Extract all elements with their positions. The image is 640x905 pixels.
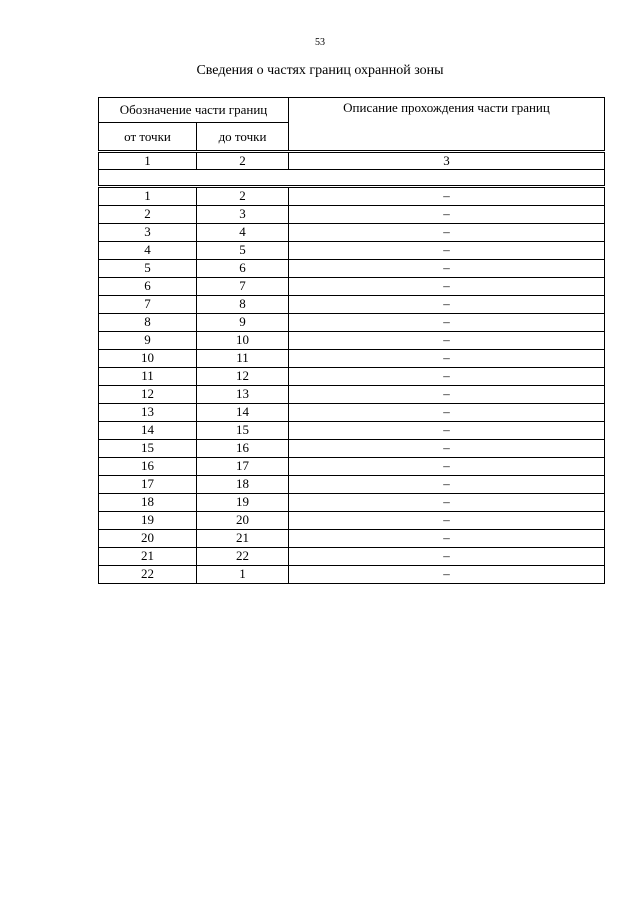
description-cell: – [289, 368, 605, 386]
table-row [99, 386, 605, 404]
to-point-cell: 20 [197, 512, 289, 530]
blank-row [99, 170, 605, 186]
from-point-cell: 19 [99, 512, 197, 530]
page-title: Сведения о частях границ охранной зоны [196, 63, 444, 78]
table-row [99, 296, 605, 314]
from-point-cell: 15 [99, 440, 197, 458]
table-row [99, 512, 605, 530]
from-point-cell: 3 [99, 224, 197, 242]
description-cell: – [289, 494, 605, 512]
from-point-cell: 12 [99, 386, 197, 404]
description-cell: – [289, 224, 605, 242]
to-point-cell: 18 [197, 476, 289, 494]
table-row [99, 278, 605, 296]
to-point-cell: 4 [197, 224, 289, 242]
from-point-cell: 16 [99, 458, 197, 476]
to-point-cell: 15 [197, 422, 289, 440]
table-row [99, 224, 605, 242]
description-cell: – [289, 350, 605, 368]
table-row [99, 242, 605, 260]
from-point-cell: 18 [99, 494, 197, 512]
description-cell: – [289, 422, 605, 440]
description-cell: – [289, 512, 605, 530]
to-point-cell: 10 [197, 332, 289, 350]
to-point-cell: 17 [197, 458, 289, 476]
from-point-cell: 10 [99, 350, 197, 368]
from-point-cell: 11 [99, 368, 197, 386]
table-row [99, 476, 605, 494]
table-row [99, 188, 605, 206]
from-point-cell: 1 [99, 188, 197, 206]
page-number: 53 [315, 37, 325, 48]
description-cell: – [289, 332, 605, 350]
to-point-cell: 5 [197, 242, 289, 260]
description-cell: – [289, 278, 605, 296]
description-cell: – [289, 566, 605, 584]
from-point-cell: 17 [99, 476, 197, 494]
table-row [99, 566, 605, 584]
to-point-cell: 8 [197, 296, 289, 314]
header-boundary-designation: Обозначение части границ [99, 98, 289, 123]
table-row [99, 548, 605, 566]
description-cell: – [289, 476, 605, 494]
table-row [99, 332, 605, 350]
to-point-cell: 11 [197, 350, 289, 368]
table-row [99, 530, 605, 548]
table-row [99, 458, 605, 476]
description-cell: – [289, 404, 605, 422]
table-row [99, 260, 605, 278]
to-point-cell: 16 [197, 440, 289, 458]
from-point-cell: 13 [99, 404, 197, 422]
from-point-cell: 9 [99, 332, 197, 350]
header-description: Описание прохождения части границ [289, 98, 605, 151]
from-point-cell: 20 [99, 530, 197, 548]
from-point-cell: 8 [99, 314, 197, 332]
column-number: 1 [99, 153, 197, 170]
header-to-point: до точки [197, 123, 289, 151]
table-row [99, 422, 605, 440]
from-point-cell: 21 [99, 548, 197, 566]
table-row [99, 206, 605, 224]
description-cell: – [289, 548, 605, 566]
description-cell: – [289, 530, 605, 548]
to-point-cell: 12 [197, 368, 289, 386]
to-point-cell: 13 [197, 386, 289, 404]
description-cell: – [289, 458, 605, 476]
table-row [99, 494, 605, 512]
to-point-cell: 2 [197, 188, 289, 206]
to-point-cell: 1 [197, 566, 289, 584]
column-number: 3 [289, 153, 605, 170]
description-cell: – [289, 440, 605, 458]
to-point-cell: 7 [197, 278, 289, 296]
to-point-cell: 6 [197, 260, 289, 278]
from-point-cell: 14 [99, 422, 197, 440]
table-row [99, 350, 605, 368]
description-cell: – [289, 314, 605, 332]
header-from-point: от точки [99, 123, 197, 151]
table-row [99, 404, 605, 422]
from-point-cell: 7 [99, 296, 197, 314]
description-cell: – [289, 296, 605, 314]
to-point-cell: 21 [197, 530, 289, 548]
column-number-row [99, 153, 605, 170]
column-number: 2 [197, 153, 289, 170]
description-cell: – [289, 260, 605, 278]
description-cell: – [289, 242, 605, 260]
to-point-cell: 3 [197, 206, 289, 224]
to-point-cell: 19 [197, 494, 289, 512]
description-cell: – [289, 188, 605, 206]
table-row [99, 368, 605, 386]
description-cell: – [289, 206, 605, 224]
from-point-cell: 5 [99, 260, 197, 278]
description-cell: – [289, 386, 605, 404]
to-point-cell: 22 [197, 548, 289, 566]
table-row [99, 314, 605, 332]
boundary-parts-table [98, 97, 605, 584]
to-point-cell: 14 [197, 404, 289, 422]
to-point-cell: 9 [197, 314, 289, 332]
from-point-cell: 6 [99, 278, 197, 296]
from-point-cell: 22 [99, 566, 197, 584]
table-header-row [99, 98, 605, 123]
from-point-cell: 2 [99, 206, 197, 224]
table-row [99, 440, 605, 458]
from-point-cell: 4 [99, 242, 197, 260]
